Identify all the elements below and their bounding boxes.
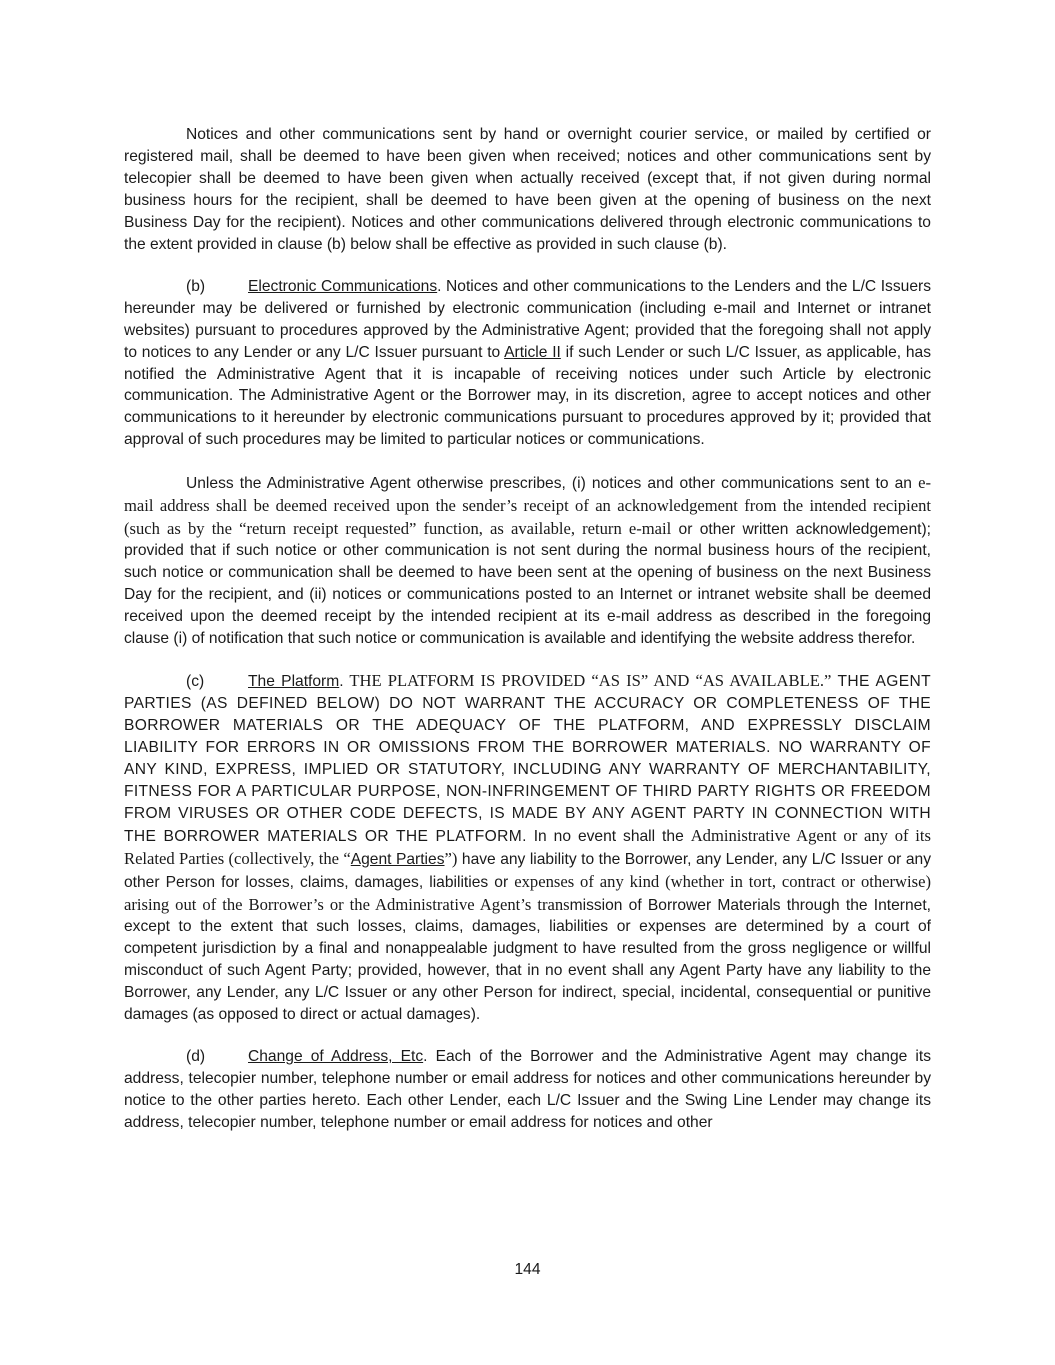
heading-period: . [339,673,344,691]
paragraph-text: if such Lender or such L/C Issuer, as applicable, has notified the Administrative Agent that it is incapable of receiving notices under such Article by electronic communication. The Administrative Agent or the Borrower may, in its discretion, agree to accept notices and other communications to it hereunder by electronic communications pursuant to procedures approved by it; provided that approval of such procedures may be limited to particular notices or communications. [124,343,931,449]
section-heading: Change of Address, Etc [248,1048,424,1066]
paragraph-text-serif: ”) [444,848,458,868]
paragraph-text: Unless the Administrative Agent otherwise prescribes, (i) notices and other communications sent to an [186,474,919,492]
paragraph-text: Notices and other communications sent by hand or overnight courier service, or mailed by certified or registered mail, shall be deemed to have been given when received; notices and other communications sent by telecopier shall be deemed to have been given when actually received (except that, if not given during normal business hours for the recipient, shall be deemed to have been given at the opening of business on the next Business Day for the recipient). Notices and other communications delivered through electronic communications to the extent provided in clause (b) below shall be effective as provided in such clause (b). [124,126,931,253]
paragraph-text: have any liability to the Borrower, any Lender, any L/C Issuer or any other Person for losses, claims, damages, liabilities or [124,850,931,891]
defined-term-agent-parties: Agent Parties [350,850,445,868]
paragraph-notices-delivery [124,124,931,255]
section-heading: The Platform [248,673,340,691]
paragraph-text-serif: e-mail address shall be deemed received upon the sender’s receipt of an acknowledgement from the intended recipient (such as by the “return receipt requested” function, as available, return e-mail [124,472,931,538]
paragraph-email-receipt [124,472,931,650]
section-d-change-of-address [124,1046,931,1134]
paragraph-text: In no event shall the [526,827,691,845]
paragraph-text-serif: Administrative Agent or any of its Related Parties (collectively, the “ [124,825,931,868]
paragraph-text: . Notices and other communications to the Lenders and the L/C Issuers hereunder may be delivered or furnished by electronic communication (including e-mail and Internet or intranet websites) pursuant to procedures approved by the Administrative Agent; provided that the foregoing shall not apply to notices to any Lender or any L/C Issuer pursuant to [124,277,931,361]
article-reference: Article II [504,343,561,361]
section-c-the-platform [124,670,931,1026]
disclaimer-caps: THE AGENT PARTIES (AS DEFINED BELOW) DO NOT WARRANT THE ACCURACY OR COMPLETENESS OF THE BORROWER MATERIALS OR THE ADEQUACY OF THE PLATFORM, AND EXPRESSLY DISCLAIM LIABILITY FOR ERRORS IN OR OMISSIONS FROM THE BORROWER MATERIALS. NO WARRANTY OF ANY KIND, EXPRESS, IMPLIED OR STATUTORY, INCLUDING ANY WARRANTY OF MERCHANTABILITY, FITNESS FOR A PARTICULAR PURPOSE, NON-INFRINGEMENT OF THIRD PARTY RIGHTS OR FREEDOM FROM VIRUSES OR OTHER CODE DEFECTS, IS MADE BY ANY AGENT PARTY IN CONNECTION WITH THE BORROWER MATERIALS OR THE PLATFORM. [124,673,932,845]
document-page [124,124,931,1155]
section-label: (b) [186,277,206,295]
paragraph-text-serif: expenses of any kind (whether in tort, contract or otherwise) arising out of the Borrower’s or the Administrative Agent’s trans [124,871,931,914]
paragraph-text: mission of Borrower Materials through the Internet, except to the extent that such losses, claims, damages, liabilities or expenses are determined by a court of competent jurisdiction by a final and nonappealable judgment to have resulted from the gross negligence or willful misconduct of such Agent Party; provided, however, that in no event shall any Agent Party have any liability to the Borrower, any Lender, any L/C Issuer or any other Person for indirect, special, incidental, consequential or punitive damages (as opposed to direct or actual damages). [124,896,931,1024]
section-b-electronic-communications [124,276,931,451]
paragraph-text: or other written acknowledgement); provided that if such notice or other communication is not sent during the normal business hours of the recipient, such notice or communication shall be deemed to have been sent at the opening of business on the next Business Day for the recipient, and (ii) notices or communications posted to an Internet or intranet website shall be deemed received upon the deemed receipt by the intended recipient at its e-mail address as described in the foregoing clause (i) of notification that such notice or communication is available and identifying the website address therefor. [124,520,931,648]
paragraph-text: . Each of the Borrower and the Administrative Agent may change its address, telecopier number, telephone number or email address for notices and other communications hereunder by notice to the other parties hereto. Each other Lender, each L/C Issuer and the Swing Line Lender may change its address, telecopier number, telephone number or email address for notices and other [124,1048,931,1132]
section-label: (c) [186,673,205,691]
disclaimer-serif-caps: THE PLATFORM IS PROVIDED “AS IS” AND “AS AVAILABLE.” [343,671,838,691]
page-number: 144 [514,1261,541,1278]
section-label: (d) [186,1048,206,1066]
section-heading: Electronic Communications [248,277,438,295]
